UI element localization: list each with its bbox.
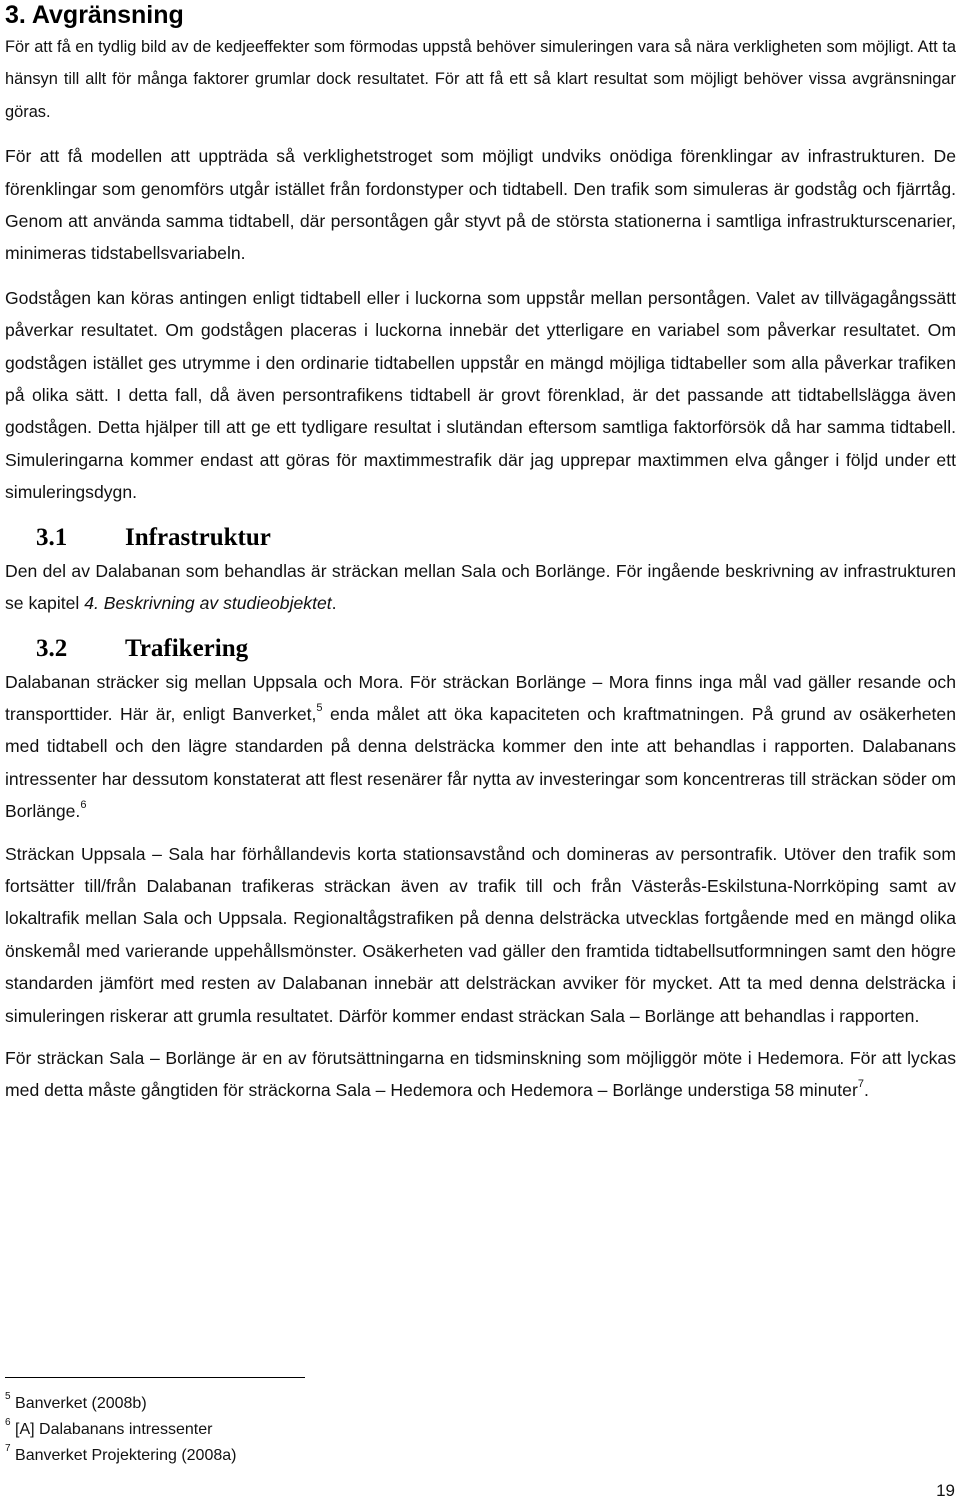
footnote-mark: 5 xyxy=(5,1391,11,1402)
paragraph-freight-trains: Godstågen kan köras antingen enligt tidtabell eller i luckorna som uppstår mellan persontågen. Valet av tillvägagångssätt påverkar resultatet. Om godstågen placeras i luckorna innebär det ytterligare en variabel som påverkar resultatet. Om godstågen istället ges utrymme i den ordinarie tidtabellen uppstår en mängd möjliga tidtabeller som alla påverkar trafiken på olika sätt. I detta fall, då även persontrafikens tidtabell är grovt förenklad, är det passande att tidtabellslägga även godstågen. Detta hjälper till att ge ett tydligare resultat i slutändan eftersom samtliga faktorförsök då har samma tidtabell. Simuleringarna kommer endast att göras för maxtimmestrafik där jag upprepar maxtimmen elva gånger i följd under ett simuleringsdygn. xyxy=(5,287,956,503)
paragraph-text: För sträckan Sala – Borlänge är en av förutsättningarna en tidsminskning som möjliggör möte i Hedemora. För att lyckas med detta måste gångtiden för sträckorna Sala – Hedemora och Hedemora – Borlänge understiga 58 minuter xyxy=(5,1047,956,1101)
footnote-item xyxy=(5,1443,236,1469)
section-heading xyxy=(5,0,956,30)
footnote-divider xyxy=(5,1377,305,1378)
paragraph-infrastructure xyxy=(5,555,956,620)
footnote-ref-6[interactable]: 6 xyxy=(80,799,87,812)
footnotes xyxy=(5,1391,236,1469)
footnote-mark: 6 xyxy=(5,1417,11,1428)
footnote-ref-5[interactable]: 5 xyxy=(316,701,323,714)
period: . xyxy=(863,1080,869,1101)
paragraph-text: Dalabanan sträcker sig mellan Uppsala och Mora. För sträckan Borlänge – Mora finns inga mål vad gäller resande och transporttider. Här är, enligt Banverket, xyxy=(5,671,956,724)
page-number: 19 xyxy=(936,1481,955,1500)
footnote-text: Banverket Projektering (2008a) xyxy=(15,1447,237,1464)
section-title: Avgränsning xyxy=(31,1,184,29)
paragraph-infrastructure-text: Den del av Dalabanan som behandlas är sträckan mellan Sala och Borlänge. För ingående beskrivning av infrastrukturen se kapitel xyxy=(5,560,956,614)
footnote-text: Banverket (2008b) xyxy=(15,1395,147,1412)
paragraph-uppsala-sala: Sträckan Uppsala – Sala har förhållandevis korta stationsavstånd och domineras av persontrafik. Utöver den trafik som fortsätter till/från Dalabanan trafikeras sträckan även av trafik till och från Västerås-Eskilstuna-Norrköping samt av lokaltrafik mellan Sala och Uppsala. Regionaltågstrafiken på denna delsträcka utvecklas fortgående med en mängd olika önskemål med varierande uppehållsmönster. Osäkerheten vad gäller den framtida tidtabellsutformningen samt den högre standarden jämfört med resten av Dalabanan innebär att delsträckan avviker för mycket. Att ta med denna delsträcka i simuleringen riskerar att grumla resultatet. Därför kommer endast sträckan Sala – Borlänge att behandlas i rapporten. xyxy=(5,843,956,1026)
subsection-heading-traffic xyxy=(5,632,956,666)
subsection-title: Infrastruktur xyxy=(125,523,271,551)
footnote-item xyxy=(5,1391,236,1417)
paragraph-dalabanan xyxy=(5,666,956,828)
document-page xyxy=(5,0,956,1107)
section-number: 3. xyxy=(5,1,26,29)
footnote-item xyxy=(5,1417,236,1443)
chapter-reference-link[interactable]: 4. Beskrivning av studieobjektet xyxy=(84,593,332,614)
paragraph-intro: För att få en tydlig bild av de kedjeeffekter som förmodas uppstå behöver simuleringen vara så nära verkligheten som möjligt. Att ta hänsyn till allt för många faktorer grumlar dock resultatet. För att få ett så klart resultat som möjligt behöver vissa avgränsningar göras. xyxy=(5,38,956,121)
footnote-mark: 7 xyxy=(5,1443,11,1454)
paragraph-sala-borlange xyxy=(5,1042,956,1107)
subsection-number: 3.1 xyxy=(36,523,68,551)
subsection-title: Trafikering xyxy=(125,634,249,662)
period: . xyxy=(331,593,337,614)
paragraph-text: enda målet att öka kapaciteten och kraftmatningen. På grund av osäkerheten med tidtabell och den lägre standarden på denna delsträcka kommer den inte att behandlas i rapporten. Dalabanans intressenter har dessutom konstaterat att flest resenärer får nytta av investeringar som koncentreras till sträckan söder om Borlänge. xyxy=(5,703,956,822)
subsection-number: 3.2 xyxy=(36,634,68,662)
footnote-ref-7[interactable]: 7 xyxy=(857,1078,864,1091)
subsection-heading-infrastructure xyxy=(5,521,956,555)
footnote-text: [A] Dalabanans intressenter xyxy=(15,1421,213,1438)
paragraph-simplifications: För att få modellen att uppträda så verklighetstroget som möjligt undviks onödiga förenklingar av infrastrukturen. De förenklingar som genomförs utgår istället från fordonstyper och tidtabell. Den trafik som simuleras är godståg och fjärrtåg. Genom att använda samma tidtabell, där persontågen går styvt på de största stationerna i samtliga infrastrukturscenarier, minimeras tidstabellsvariabeln. xyxy=(5,146,956,264)
